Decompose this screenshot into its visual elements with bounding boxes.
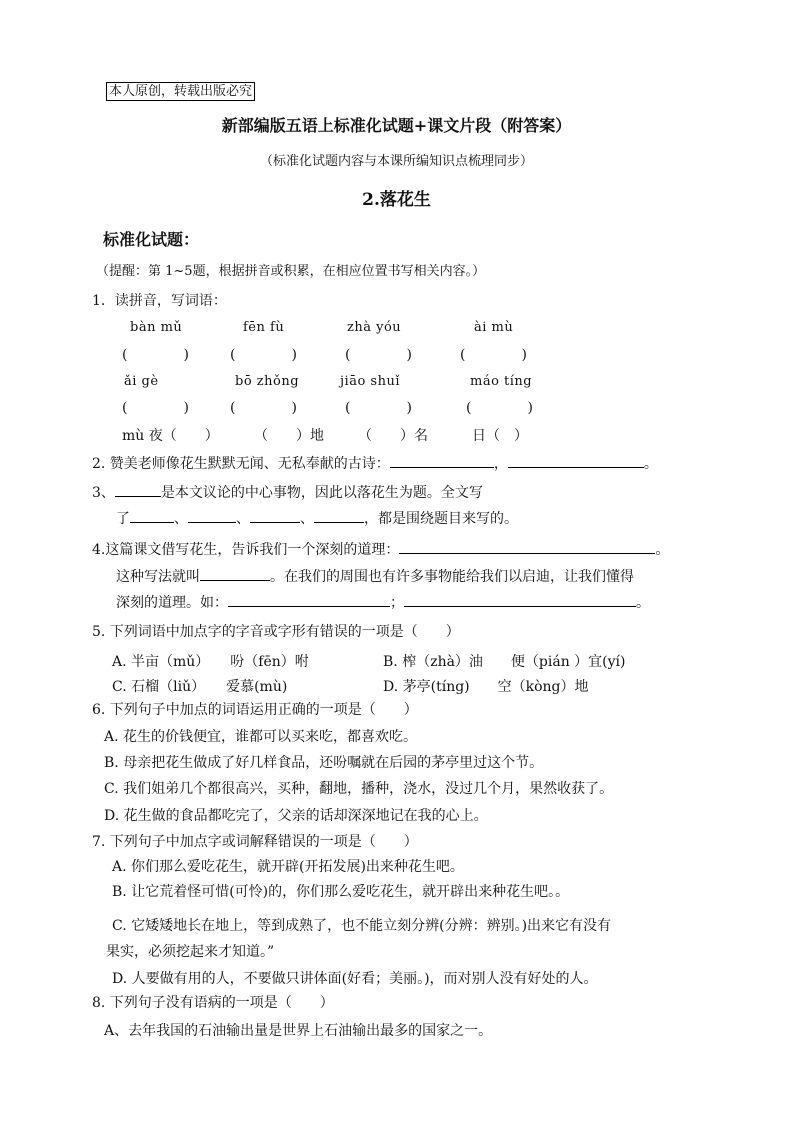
punct: 。 [655,542,670,558]
q4-line1 [92,538,669,560]
answer-box[interactable]: ( ) [122,400,189,416]
q5-option-b[interactable]: B. 榨（zhà）油 便（pián ）宜(yí) [383,654,626,670]
q8-stem: 8. 下列句子没有语病的一项是（ ） [92,995,334,1011]
q3-text: 是本文议论的中心事物，因此以落花生为题。全文写 [160,485,483,501]
answer-box[interactable]: ( ) [345,400,412,416]
q2-line [92,452,658,474]
tip-text: （提醒：第 1~5题，根据拼音或积累，在相应位置书写相关内容。） [96,264,486,279]
q4-text: 。在我们的周围也有许多事物能给我们以启迪，让我们懂得 [270,569,634,585]
q3-line2 [116,507,518,529]
answer-blank[interactable] [115,481,161,497]
answer-box[interactable]: ( ) [230,347,297,363]
answer-box[interactable]: ( ) [230,400,297,416]
fill-item[interactable]: 日（ ） [472,428,528,444]
pinyin: fēn fù [243,320,285,335]
q6-option-c[interactable]: C. 我们姐弟几个都很高兴，买种，翻地，播种，浇水，没过几个月，果然收获了。 [104,781,614,797]
punct: 、 [300,511,314,527]
q7-option-d[interactable]: D. 人要做有用的人，不要做只讲体面(好看；美丽。)，而对别人没有好处的人。 [112,971,598,987]
answer-blank[interactable] [200,565,270,581]
punct: 、 [236,511,250,527]
q4-text: 4.这篇课文借写花生，告诉我们一个深刻的道理： [92,542,400,558]
lesson-title: 2.落花生 [362,190,431,210]
pinyin: máo tíng [470,374,533,389]
q5-stem: 5. 下列词语中加点字的字音或字形有错误的一项是（ ） [92,624,460,640]
punct: 。 [636,595,650,611]
copyright-stamp: 本人原创，转载出版必究 [106,82,255,101]
q5-option-a[interactable]: A. 半亩（mǔ） 吩（fēn）咐 [112,654,309,670]
punct: 、 [174,511,188,527]
q4-line3 [116,591,650,613]
answer-blank[interactable] [314,507,364,523]
q7-option-c-cont: 果实，必须挖起来才知道。” [106,944,275,960]
fill-item[interactable]: （ ）名 [358,428,428,444]
answer-blank[interactable] [390,452,494,468]
q7-option-b[interactable]: B. 让它荒着怪可惜(可怜)的，你们那么爱吃花生，就开辟出来种花生吧。。 [112,884,570,900]
answer-box[interactable]: ( ) [466,400,533,416]
q4-text: 这种写法就叫 [116,569,200,585]
q3-prefix: 了 [116,511,130,527]
answer-blank[interactable] [250,507,300,523]
page-title: 新部编版五语上标准化试题+课文片段（附答案） [221,116,572,135]
punct: ， [493,456,508,472]
answer-box[interactable]: ( ) [122,347,189,363]
q5-option-c[interactable]: C. 石榴（liǔ） 爱慕(mù) [112,679,288,695]
answer-blank[interactable] [130,507,174,523]
q6-option-a[interactable]: A. 花生的价钱便宜，谁都可以买来吃，都喜欢吃。 [104,729,418,745]
section-heading: 标准化试题： [103,230,200,249]
q3-line1 [92,481,483,503]
answer-blank[interactable] [399,538,655,554]
q7-option-c[interactable]: C. 它矮矮地长在地上，等到成熟了，也不能立刻分辨(分辨：辨别。)出来它有没有 [112,918,612,934]
punct: 。 [643,456,658,472]
answer-box[interactable]: ( ) [460,347,527,363]
q1-stem: 1．读拼音，写词语： [92,293,227,309]
pinyin: bō zhǒng [235,374,300,389]
q4-text: 深刻的道理。如： [116,595,228,611]
q6-option-b[interactable]: B. 母亲把花生做成了好几样食品，还吩嘱就在后园的茅亭里过这个节。 [104,755,544,771]
pinyin: bàn mǔ [130,320,183,335]
q7-stem: 7. 下列句子中加点字或词解释错误的一项是（ ） [92,834,418,850]
pinyin: ǎi gè [124,374,159,389]
q3-num: 3、 [92,485,115,501]
pinyin: zhà yóu [347,320,402,335]
q3-end: ，都是围绕题目来写的。 [364,511,518,527]
fill-item[interactable]: （ ）地 [254,428,324,444]
q6-option-d[interactable]: D. 花生做的食品都吃完了，父亲的话却深深地记在我的心上。 [104,808,488,824]
punct: ； [390,595,404,611]
fill-item[interactable]: mù 夜（ ） [122,428,219,444]
answer-box[interactable]: ( ) [345,347,412,363]
q8-option-a[interactable]: A、去年我国的石油输出量是世界上石油输出最多的国家之一。 [104,1023,493,1039]
q5-option-d[interactable]: D. 茅亭(tíng) 空（kòng）地 [383,679,589,695]
q7-option-a[interactable]: A. 你们那么爱吃花生，就开辟(开拓发展)出来种花生吧。 [112,859,464,875]
answer-blank[interactable] [404,591,636,607]
q2-stem: 2. 赞美老师像花生默默无闻、无私奉献的古诗： [92,456,390,472]
q4-line2 [116,565,634,587]
answer-blank[interactable] [228,591,390,607]
pinyin: ài mù [474,320,514,335]
answer-blank[interactable] [508,452,644,468]
pinyin: jiāo shuǐ [340,374,400,389]
answer-blank[interactable] [188,507,236,523]
page-subtitle: （标准化试题内容与本课所编知识点梳理同步） [259,154,533,169]
q6-stem: 6. 下列句子中加点的词语运用正确的一项是（ ） [92,702,418,718]
